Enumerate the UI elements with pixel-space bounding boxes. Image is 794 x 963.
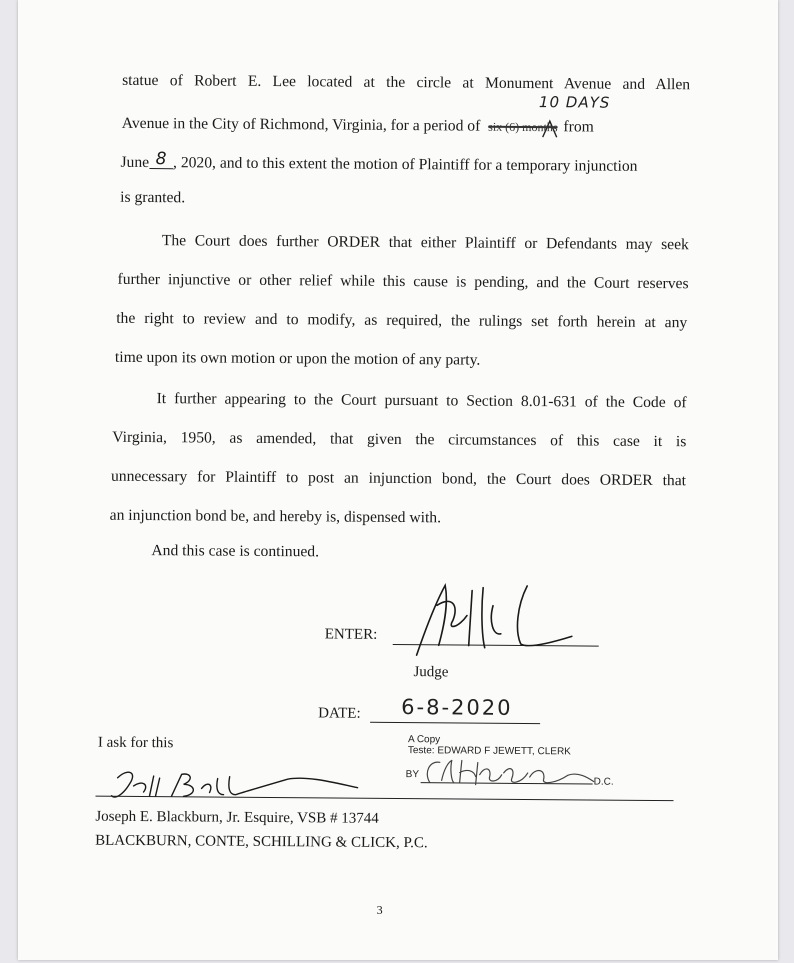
- para2-line-4: time upon its own motion or upon the motion of any party.: [114, 348, 481, 369]
- page-number: 3: [376, 902, 383, 917]
- by-label: BY: [405, 769, 420, 781]
- para4-line: And this case is continued.: [151, 542, 320, 561]
- attorney-line: Joseph E. Blackburn, Jr. Esquire, VSB # 13744: [95, 808, 379, 827]
- dc-label: D.C.: [593, 776, 614, 788]
- date-line: [370, 722, 540, 724]
- body-line-2: [122, 116, 594, 135]
- body-line-3: [120, 149, 638, 176]
- handwritten-10-days: 10 DAYS: [538, 93, 611, 112]
- judge-label: Judge: [413, 664, 449, 681]
- clerk-signature: [418, 752, 598, 795]
- firm-line: BLACKBURN, CONTE, SCHILLING & CLICK, P.C.: [95, 832, 428, 852]
- para2-line-2: further injunctive or other relief while this cause is pending, and the Court reserves: [117, 270, 689, 293]
- copy-stamp-line-2: Teste: EDWARD F JEWETT, CLERK: [407, 745, 571, 758]
- body-line-3-text: , 2020, and to this extent the motion of Plaintiff for a temporary injunction: [173, 154, 638, 175]
- body-line-4: is granted.: [120, 188, 186, 207]
- body-line-3-june: June: [120, 153, 150, 172]
- para3-line-2: Virginia, 1950, as amended, that given the circumstances of this case it is: [112, 428, 687, 451]
- attorney-signature: [97, 766, 367, 808]
- para2-line-1: The Court does further ORDER that either Plaintiff or Defendants may seek: [161, 232, 689, 254]
- handwritten-day: 8: [149, 151, 173, 169]
- handwritten-date: 6-8-2020: [401, 695, 513, 720]
- para3-line-3: unnecessary for Plaintiff to post an injunction bond, the Court does ORDER that: [110, 467, 687, 490]
- judge-signature: [397, 575, 608, 667]
- body-line-2-text: Avenue in the City of Richmond, Virginia, for a period of: [121, 114, 481, 135]
- date-label: DATE:: [318, 705, 361, 722]
- copy-stamp-line-1: A Copy: [407, 734, 441, 746]
- struck-text: six (6) months: [488, 119, 558, 135]
- document-page: [18, 0, 778, 960]
- para3-line-4: an injunction bond be, and hereby is, dispensed with.: [109, 506, 442, 527]
- para2-line-3: the right to review and to modify, as required, the rulings set forth herein at any: [116, 309, 688, 332]
- body-line-2-from: from: [563, 118, 594, 136]
- para3-line-1: It further appearing to the Court pursuant to Section 8.01-631 of the Code of: [156, 390, 687, 412]
- order-document: [14, 0, 782, 963]
- body-line-1: statue of Robert E. Lee located at the circle at Monument Avenue and Allen: [122, 71, 691, 94]
- ask-label: I ask for this: [97, 734, 174, 752]
- enter-label: ENTER:: [324, 626, 378, 643]
